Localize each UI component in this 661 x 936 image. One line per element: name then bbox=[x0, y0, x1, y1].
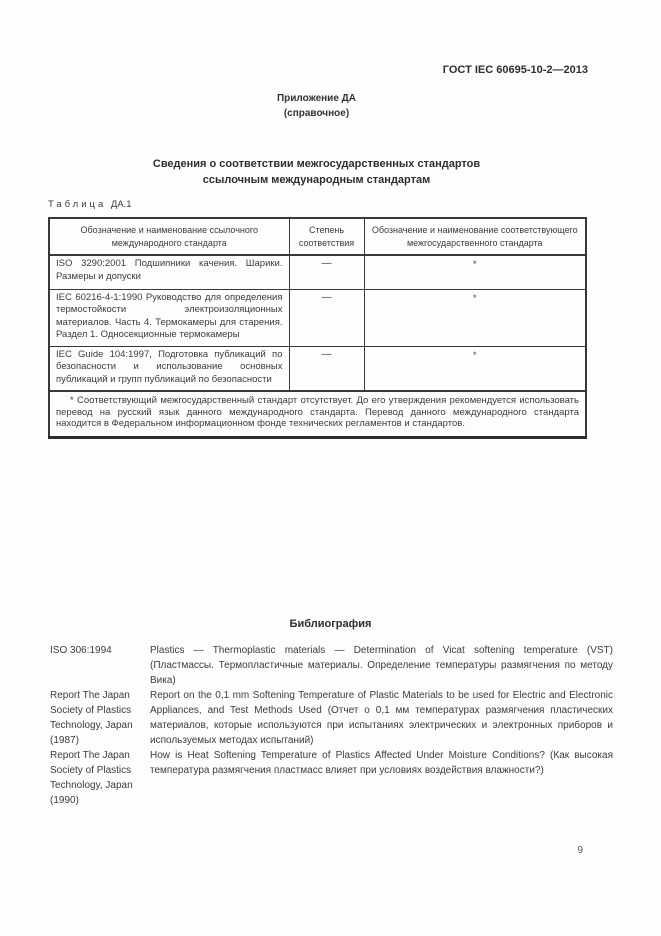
cell-reference-standard: IEC Guide 104:1997, Подготовка публикаций по безопасности и использование основных публикаций и групп публикаций по безопасности bbox=[49, 346, 289, 391]
table-caption-id: ДА.1 bbox=[110, 199, 132, 210]
cell-degree: — bbox=[289, 289, 364, 346]
section-title-line1: Сведения о соответствии межгосударственных стандартов bbox=[152, 158, 481, 170]
table-header-row bbox=[49, 218, 586, 255]
section-title bbox=[48, 156, 585, 188]
cell-reference-standard: ISO 3290:2001 Подшипники качения. Шарики. Размеры и допуски bbox=[49, 255, 289, 289]
bibliography-entry-text: Plastics — Thermoplastic materials — Determination of Vicat softening temperature (VST) (Пластмассы. Термопластичные материалы. Определение температуры размягчения по методу Вика) bbox=[150, 645, 613, 686]
bibliography-entry-label: ISO 306:1994 bbox=[50, 645, 112, 656]
cell-degree: — bbox=[289, 346, 364, 391]
correspondence-table bbox=[48, 217, 587, 439]
bibliography-entry bbox=[50, 643, 613, 688]
table-footnote: * Соответствующий межгосударственный стандарт отсутствует. До его утверждения рекомендуется использовать перевод на русский язык данного международного стандарта. Перевод данного международного стандарта находится в Федеральном информационном фонде технических регламентов и стандартов. bbox=[56, 395, 579, 429]
cell-matching-standard: * bbox=[364, 346, 586, 391]
appendix-heading bbox=[48, 91, 585, 121]
page-number: 9 bbox=[577, 845, 583, 856]
table-caption-word: Таблица bbox=[48, 199, 107, 210]
section-title-line2: ссылочным международным стандартам bbox=[202, 174, 431, 186]
cell-reference-standard: IEC 60216-4-1:1990 Руководство для определения термостойкости электроизоляционных материалов. Часть 4. Термокамеры для старения. Раздел 1. Односекционные термокамеры bbox=[49, 289, 289, 346]
bibliography-title: Библиография bbox=[289, 618, 372, 630]
appendix-subtitle: (справочное) bbox=[283, 108, 350, 119]
bibliography-entry-text: How is Heat Softening Temperature of Plastics Affected Under Moisture Conditions? (Как высокая температура размягчения пластмасс влияет при условиях воздействия влажности?) bbox=[150, 750, 613, 776]
cell-degree: — bbox=[289, 255, 364, 289]
cell-matching-standard: * bbox=[364, 255, 586, 289]
bibliography-entry bbox=[50, 748, 613, 808]
table-row bbox=[49, 346, 586, 391]
bibliography-list bbox=[50, 643, 613, 808]
bibliography-entry bbox=[50, 688, 613, 748]
table-footnote-row bbox=[49, 391, 586, 437]
header-degree: Степень соответствия bbox=[289, 218, 364, 255]
table-caption bbox=[48, 199, 132, 210]
table-row bbox=[49, 255, 586, 289]
doc-number: ГОСТ IEC 60695-10-2—2013 bbox=[442, 64, 588, 76]
table-footnote-cell bbox=[49, 391, 586, 437]
bibliography-entry-label: Report The Japan Society of Plastics Technology, Japan (1987) bbox=[50, 690, 133, 746]
table-row bbox=[49, 289, 586, 346]
bibliography-entry-text: Report on the 0,1 mm Softening Temperature of Plastic Materials to be used for Electric and Electronic Appliances, and Test Methods Used (Отчет о 0,1 мм температурах размягчения пластических материалов, которые используются при испытаниях электрических и электронных приборов и используемых методах испытаний) bbox=[150, 690, 613, 746]
header-reference-standard: Обозначение и наименование ссылочного международного стандарта bbox=[49, 218, 289, 255]
appendix-title: Приложение ДА bbox=[276, 93, 357, 104]
header-matching-standard: Обозначение и наименование соответствующего межгосударственного стандарта bbox=[364, 218, 586, 255]
cell-matching-standard: * bbox=[364, 289, 586, 346]
bibliography-entry-label: Report The Japan Society of Plastics Technology, Japan (1990) bbox=[50, 750, 133, 806]
